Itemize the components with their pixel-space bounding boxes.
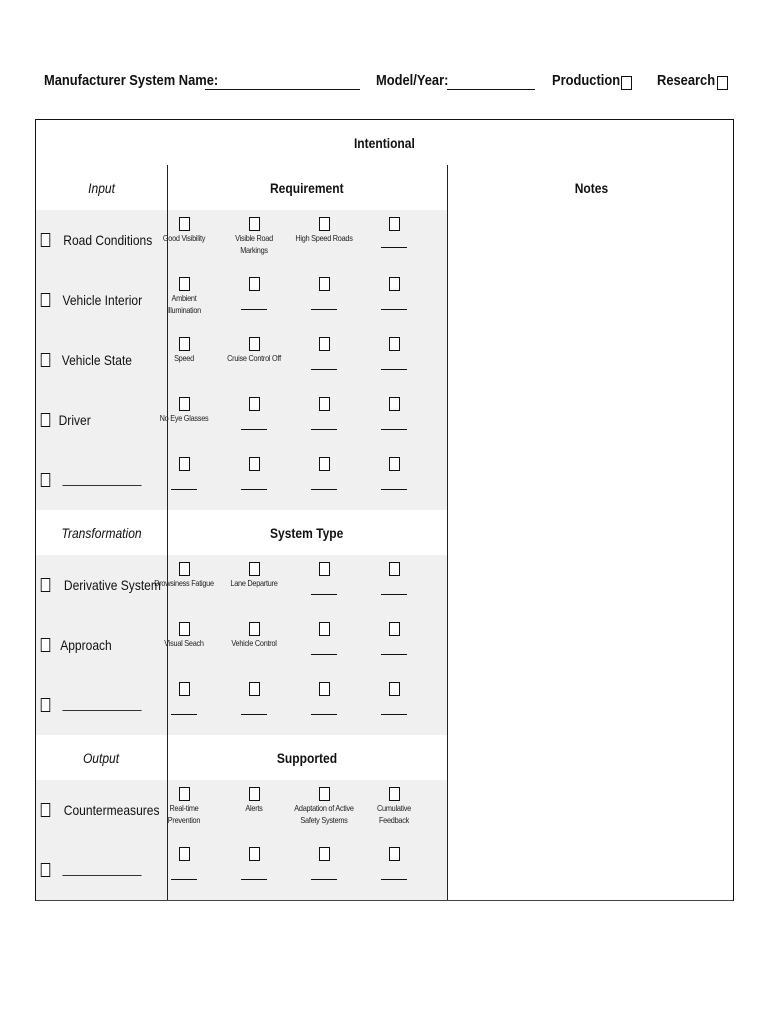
research-label: Research — [657, 72, 716, 89]
option — [289, 277, 359, 310]
row-label — [40, 330, 138, 390]
option-blank-line[interactable] — [381, 594, 407, 595]
row-checkbox[interactable] — [41, 698, 50, 712]
option — [289, 787, 359, 826]
option-checkbox[interactable] — [179, 847, 190, 861]
option-checkbox[interactable] — [249, 277, 260, 291]
notes-cell[interactable] — [448, 675, 733, 735]
row-label-text: Driver — [58, 412, 91, 428]
row-checkbox[interactable] — [41, 803, 50, 817]
option — [219, 277, 289, 310]
table-row — [36, 675, 733, 735]
section-label — [36, 165, 167, 210]
option-label: High Speed Roads — [295, 233, 353, 243]
option-blank-line[interactable] — [311, 654, 337, 655]
option-label: Alerts — [245, 803, 263, 813]
option-checkbox[interactable] — [319, 277, 330, 291]
option — [219, 787, 289, 814]
notes-cell[interactable] — [448, 270, 733, 330]
option-blank-line[interactable] — [241, 429, 267, 430]
option — [359, 847, 429, 880]
option — [149, 397, 219, 424]
row-checkbox[interactable] — [41, 863, 50, 877]
option-blank-line[interactable] — [381, 489, 407, 490]
option — [289, 337, 359, 370]
option — [359, 682, 429, 715]
table-row — [36, 210, 733, 270]
section-label — [36, 735, 167, 780]
option-checkbox[interactable] — [179, 337, 190, 351]
option-checkbox[interactable] — [249, 562, 260, 576]
intentional-form — [35, 119, 734, 901]
option-checkbox[interactable] — [179, 217, 190, 231]
option-label: Real-time Prevention — [167, 803, 201, 825]
option-checkbox[interactable] — [249, 337, 260, 351]
option — [359, 622, 429, 655]
option-blank-line[interactable] — [381, 654, 407, 655]
option-label: No Eye Glasses — [159, 413, 209, 423]
option-blank-line[interactable] — [311, 489, 337, 490]
notes-cell[interactable] — [448, 330, 733, 390]
option-checkbox[interactable] — [179, 562, 190, 576]
option-blank-line[interactable] — [311, 714, 337, 715]
section-column-header-text: System Type — [270, 524, 344, 541]
option-blank-line[interactable] — [171, 489, 197, 490]
option-checkbox[interactable] — [319, 622, 330, 636]
row-checkbox[interactable] — [41, 293, 50, 307]
row-label — [40, 270, 149, 330]
section-header-row — [36, 510, 733, 555]
option-blank-line[interactable] — [381, 369, 407, 370]
option — [289, 457, 359, 490]
row-divider — [36, 900, 733, 901]
option-checkbox[interactable] — [389, 277, 400, 291]
option-checkbox[interactable] — [389, 562, 400, 576]
option-checkbox[interactable] — [249, 682, 260, 696]
option-checkbox[interactable] — [249, 622, 260, 636]
table-row — [36, 780, 733, 840]
row-checkbox[interactable] — [41, 233, 50, 247]
option — [149, 787, 219, 826]
option-label: Vehicle Control — [231, 638, 277, 648]
option — [359, 457, 429, 490]
option — [219, 847, 289, 880]
row-label-text: Road Conditions — [63, 232, 153, 248]
option-checkbox[interactable] — [389, 337, 400, 351]
option — [149, 847, 219, 880]
notes-cell[interactable] — [448, 555, 733, 615]
option-blank-line[interactable] — [311, 369, 337, 370]
table-row — [36, 330, 733, 390]
option — [219, 337, 289, 364]
option — [359, 397, 429, 430]
table-row — [36, 450, 733, 510]
row-label-text: Countermeasures — [63, 802, 160, 818]
option — [219, 457, 289, 490]
option-checkbox[interactable] — [319, 337, 330, 351]
option-checkbox[interactable] — [249, 787, 260, 801]
option — [219, 682, 289, 715]
option-blank-line[interactable] — [311, 309, 337, 310]
row-label-text: Vehicle State — [61, 352, 133, 368]
row-checkbox[interactable] — [41, 473, 50, 487]
option-checkbox[interactable] — [249, 847, 260, 861]
row-label-blank[interactable] — [62, 475, 141, 486]
notes-cell[interactable] — [448, 780, 733, 840]
option-blank-line[interactable] — [381, 714, 407, 715]
row-label-blank[interactable] — [62, 865, 141, 876]
section-column-header-text: Supported — [276, 749, 338, 766]
section-label — [36, 510, 167, 555]
row-label-text: Derivative System — [63, 577, 161, 593]
option-checkbox[interactable] — [179, 622, 190, 636]
option — [289, 562, 359, 595]
section-column-header — [167, 735, 447, 780]
option-blank-line[interactable] — [171, 714, 197, 715]
option-checkbox[interactable] — [319, 562, 330, 576]
option-label: Visible Road Markings — [235, 233, 273, 255]
option-checkbox[interactable] — [389, 787, 400, 801]
table-row — [36, 555, 733, 615]
option — [149, 682, 219, 715]
option — [289, 622, 359, 655]
notes-header — [447, 165, 735, 210]
option — [359, 562, 429, 595]
option — [289, 397, 359, 430]
option-label: Cumulative Feedback — [377, 803, 411, 825]
option-blank-line[interactable] — [241, 879, 267, 880]
table-row — [36, 615, 733, 675]
research-checkbox[interactable] — [717, 76, 728, 90]
option-checkbox[interactable] — [319, 682, 330, 696]
option — [289, 847, 359, 880]
option-label: Lane Departure — [230, 578, 278, 588]
option-label: Drowsiness Fatigue — [154, 578, 214, 588]
option-checkbox[interactable] — [249, 457, 260, 471]
section-column-header — [167, 165, 447, 210]
option-checkbox[interactable] — [179, 682, 190, 696]
option-checkbox[interactable] — [249, 397, 260, 411]
option-checkbox[interactable] — [179, 787, 190, 801]
option — [149, 337, 219, 364]
section-header-row — [36, 165, 733, 210]
option — [219, 562, 289, 589]
option-checkbox[interactable] — [389, 397, 400, 411]
option-checkbox[interactable] — [389, 457, 400, 471]
option-blank-line[interactable] — [171, 879, 197, 880]
option-checkbox[interactable] — [179, 397, 190, 411]
option-checkbox[interactable] — [319, 397, 330, 411]
option-checkbox[interactable] — [319, 847, 330, 861]
table-row — [36, 390, 733, 450]
option — [219, 217, 289, 256]
row-label-blank[interactable] — [62, 700, 141, 711]
option-label: Adaptation of Active Safety Systems — [294, 803, 354, 825]
option-checkbox[interactable] — [389, 682, 400, 696]
production-label: Production — [552, 72, 621, 89]
option-blank-line[interactable] — [241, 489, 267, 490]
option — [149, 457, 219, 490]
option — [149, 217, 219, 244]
option-blank-line[interactable] — [311, 429, 337, 430]
option-blank-line[interactable] — [381, 879, 407, 880]
option-checkbox[interactable] — [389, 847, 400, 861]
row-label-text: Vehicle Interior — [62, 292, 143, 308]
model-year-label: Model/Year: — [376, 72, 449, 89]
section-column-header — [167, 510, 447, 555]
option-blank-line[interactable] — [381, 247, 407, 248]
row-checkbox[interactable] — [41, 638, 50, 652]
row-checkbox[interactable] — [41, 353, 50, 367]
section-label-text: Input — [88, 179, 115, 196]
option-label: Good Visibility — [162, 233, 206, 243]
option — [289, 682, 359, 715]
column-divider — [447, 165, 448, 900]
option — [149, 622, 219, 649]
row-label-text: Approach — [60, 637, 112, 653]
table-title: Intentional — [354, 134, 415, 151]
row-label — [40, 615, 116, 675]
option-checkbox[interactable] — [179, 277, 190, 291]
option-blank-line[interactable] — [241, 714, 267, 715]
option — [359, 277, 429, 310]
column-divider — [167, 165, 168, 900]
section-label-text: Transformation — [61, 524, 142, 541]
notes-cell[interactable] — [448, 450, 733, 510]
production-checkbox[interactable] — [621, 76, 632, 90]
row-checkbox[interactable] — [41, 578, 50, 592]
option — [219, 397, 289, 430]
row-label — [40, 390, 93, 450]
option — [219, 622, 289, 649]
option-blank-line[interactable] — [311, 879, 337, 880]
option-label: Cruise Control Off — [227, 353, 281, 363]
option-checkbox[interactable] — [389, 217, 400, 231]
option-checkbox[interactable] — [319, 457, 330, 471]
row-label — [40, 675, 148, 735]
option-blank-line[interactable] — [311, 594, 337, 595]
row-label — [40, 210, 160, 270]
option-label: Visual Seach — [164, 638, 204, 648]
row-checkbox[interactable] — [41, 413, 50, 427]
row-label — [40, 840, 148, 900]
notes-cell[interactable] — [448, 210, 733, 270]
section-label-text: Output — [83, 749, 120, 766]
option-blank-line[interactable] — [381, 429, 407, 430]
option-checkbox[interactable] — [179, 457, 190, 471]
option — [149, 277, 219, 316]
model-year-input[interactable] — [447, 89, 535, 90]
option — [149, 562, 219, 589]
notes-cell[interactable] — [448, 390, 733, 450]
option — [359, 337, 429, 370]
option-checkbox[interactable] — [249, 217, 260, 231]
notes-cell[interactable] — [448, 615, 733, 675]
table-row — [36, 840, 733, 900]
table-row — [36, 270, 733, 330]
option-label: Ambient Illumination — [167, 293, 201, 315]
option-checkbox[interactable] — [319, 217, 330, 231]
option — [289, 217, 359, 244]
option — [359, 787, 429, 826]
option-checkbox[interactable] — [319, 787, 330, 801]
manufacturer-input[interactable] — [205, 89, 360, 90]
notes-header-text: Notes — [574, 179, 608, 196]
notes-cell[interactable] — [448, 840, 733, 900]
row-label — [40, 450, 148, 510]
manufacturer-label: Manufacturer System Name: — [44, 72, 219, 89]
section-column-header-text: Requirement — [270, 179, 344, 196]
option-blank-line[interactable] — [241, 309, 267, 310]
section-header-row — [36, 735, 733, 780]
option-blank-line[interactable] — [381, 309, 407, 310]
option-label: Speed — [174, 353, 194, 363]
option — [359, 217, 429, 248]
option-checkbox[interactable] — [389, 622, 400, 636]
